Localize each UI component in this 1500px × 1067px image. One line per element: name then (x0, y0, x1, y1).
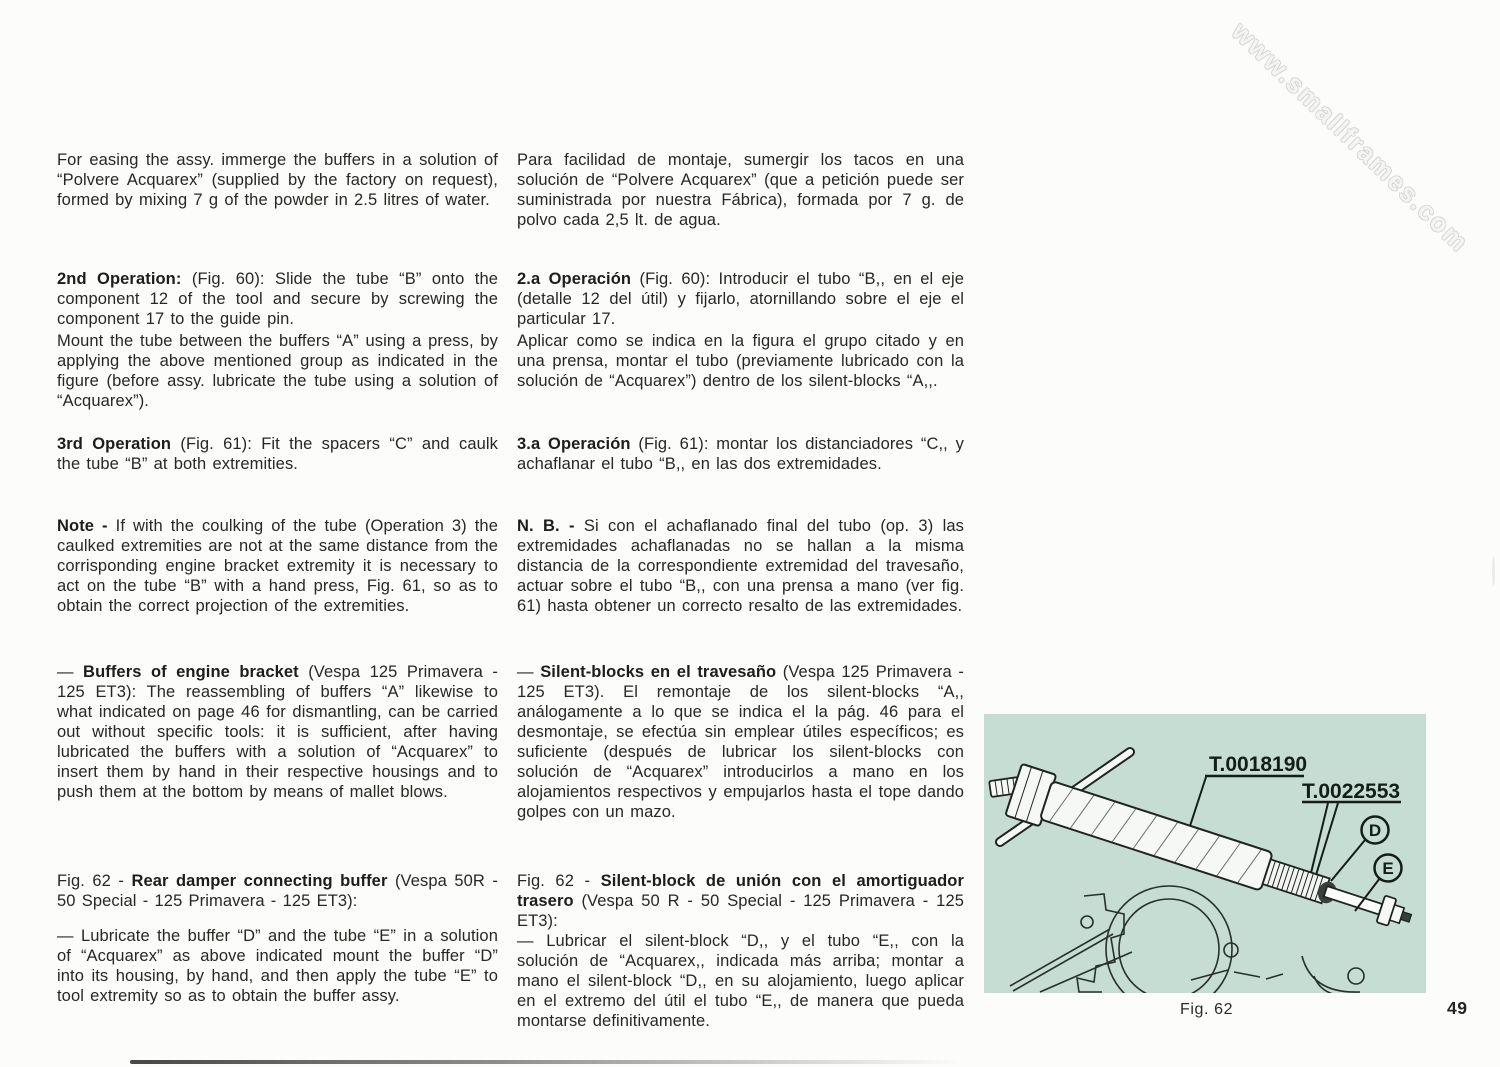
paragraph-en-fig62-body (57, 926, 498, 1006)
heading-2nd-operation: 2nd Operation: (57, 270, 182, 288)
watermark-text: www.smallframes.com (1226, 16, 1476, 259)
text: Si con el achaflanado final del tubo (op. 3) las extremidades achaflanadas no se hallan a la misma distancia de la correspondiente extremidad del travesaño, actuar sobre el tubo “B,, con una prensa a mano (ver fig. 61) hasta obtener un correcto resalto de las extremidades. (517, 517, 964, 615)
scan-right-edge-mark (1492, 556, 1495, 586)
text: For easing the assy. immerge the buffers in a solution of “Polvere Acquarex” (supplied by the factory on request), formed by mixing 7 g of the powder in 2.5 litres of water. (57, 151, 498, 209)
heading-note: Note - (57, 517, 108, 535)
figure-caption: Fig. 62 (1180, 1001, 1234, 1018)
text: Fig. 62 - (517, 872, 601, 890)
text: — Lubricar el silent-block “D,, y el tubo “E,, con la solución de “Acquarex,, indicada más arriba; montar a mano el silent-block “D,, en su alojamiento, luego aplicar en el extremo del útil el tubo “E,, de manera que pueda montarse definitivamente. (517, 932, 964, 1030)
text: (Vespa 50 R - 50 Special - 125 Primavera - 125 ET3): (517, 892, 964, 930)
paragraph-en-operation-2b (57, 331, 498, 411)
heading-rear-damper-buffer: Rear damper connecting buffer (131, 872, 388, 890)
figure-62-svg (984, 714, 1426, 993)
text: Fig. 62 - (57, 872, 132, 890)
heading-2a-operacion: 2.a Operación (517, 270, 632, 288)
heading-3rd-operation: 3rd Operation (57, 435, 172, 453)
heading-3a-operacion: 3.a Operación (517, 435, 631, 453)
callout-letter-d: D (1368, 821, 1382, 840)
scan-bottom-edge (130, 1060, 960, 1064)
text: (Vespa 125 Primavera - 125 ET3). El remontaje de los silent-blocks “A,, análogamente a lo que se indica el la pág. 46 para el desmontaje, se efectúa sin emplear útiles específicos; es suficiente (después de lubricar los silent-blocks con solución de “Acquarex” introducirlos a mano en los alojamientos respectivos y empujarlos hasta el tope dando golpes con un mazo. (517, 663, 964, 821)
text: (Fig. 60): Introducir el tubo “B,, en el eje (detalle 12 del útil) y fijarlo, atornillando sobre el eje el particular 17. (517, 270, 964, 328)
label-part-number-1: T.0018190 (1209, 753, 1308, 776)
text: Para facilidad de montaje, sumergir los tacos en una solución de “Polvere Acquarex” (que a petición puede ser suministrada por nuestra Fábrica), formada por 7 g. de polvo cada 2,5 lt. de agua. (517, 151, 964, 229)
heading-buffers-engine-bracket: Buffers of engine bracket (83, 663, 299, 681)
paragraph-en-fig62-title (57, 871, 498, 911)
callout-letter-e: E (1382, 859, 1394, 878)
text: (Fig. 61): montar los distanciadores “C,, y achaflanar el tubo “B,, en las dos extremidades. (517, 435, 965, 473)
paragraph-es-operacion-2 (517, 269, 964, 329)
heading-silent-blocks-travesano: Silent-blocks en el travesaño (540, 663, 777, 681)
label-part-number-2: T.0022553 (1302, 780, 1401, 803)
text: Mount the tube between the buffers “A” using a press, by applying the above mentioned group as indicated in the figure (before assy. lubricate the tube using a solution of “Acquarex”). (57, 332, 498, 410)
paragraph-en-intro (57, 150, 498, 210)
text: (Vespa 125 Primavera - 125 ET3): The reassembling of buffers “A” likewise to what indicated on page 46 for dismantling, can be carried out without specific tools: it is sufficient, after having lubricated the buffers with a solution of “Acquarex” to insert them by hand in their respective housings and to push them at the bottom by means of mallet blows. (57, 663, 498, 801)
paragraph-es-fig62-body (517, 931, 964, 1031)
text: (Vespa 50R - 50 Special - 125 Primavera - 125 ET3): (57, 872, 499, 910)
text: (Fig. 61): Fit the spacers “C” and caulk the tube “B” at both extremities. (57, 435, 498, 473)
figure-62-illustration (984, 714, 1426, 993)
paragraph-es-intro (517, 150, 964, 230)
dash: — (517, 663, 541, 681)
dash: — (57, 663, 84, 681)
paragraph-es-nota (517, 516, 964, 616)
page-number: 49 (1447, 998, 1468, 1018)
paragraph-en-note (57, 516, 498, 616)
paragraph-en-operation-2 (57, 269, 498, 329)
text: Aplicar como se indica en la figura el grupo citado y en una prensa, montar el tubo (previamente lubricado con la solución de “Acquarex”) dentro de los silent-blocks “A,,. (517, 332, 964, 390)
paragraph-es-fig62-title (517, 871, 964, 931)
paragraph-es-operacion-3 (517, 434, 964, 474)
text: (Fig. 60): Slide the tube “B” onto the component 12 of the tool and secure by screwing the component 17 to the guide pin. (57, 270, 498, 328)
paragraph-es-operacion-2b (517, 331, 964, 391)
text: If with the coulking of the tube (Operation 3) the caulked extremities are not at the same distance from the corrisponding engine bracket extremity it is necessary to act on the tube “B” with a hand press, Fig. 61, so as to obtain the correct projection of the extremities. (57, 517, 498, 615)
heading-silent-block-union: Silent-block de unión con el amortiguador trasero (517, 872, 965, 910)
heading-nb: N. B. - (517, 517, 575, 535)
paragraph-en-buffers (57, 662, 498, 802)
paragraph-es-silentblocks (517, 662, 964, 822)
paragraph-en-operation-3 (57, 434, 498, 474)
text: — Lubricate the buffer “D” and the tube “E” in a solution of “Acquarex” as above indicated mount the buffer “D” into its housing, by hand, and then apply the tube “E” to tool extremity so as to obtain the buffer assy. (57, 927, 498, 1005)
